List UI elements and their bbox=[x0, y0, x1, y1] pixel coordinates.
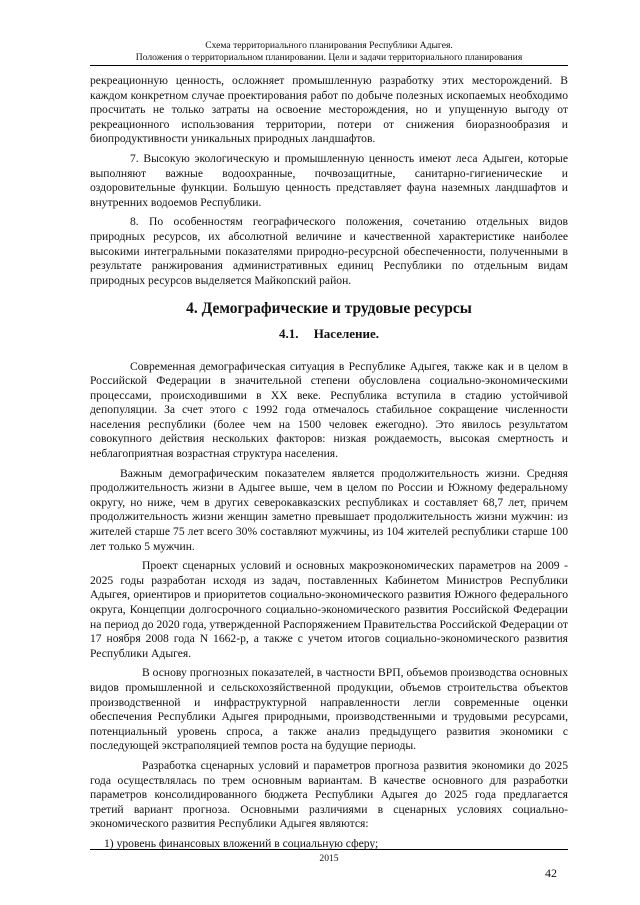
footer-rule bbox=[90, 849, 568, 850]
paragraph: Важным демографическим показателем является продолжительность жизни. Средняя продолжительность жизни в Адыгее выше, чем в целом по России и Южному федеральному округу, но ниже, чем в других северокавказских республиках и составляет 68,7 лет, причем продолжительность жизни женщин заметно превышает продолжительность жизни мужчин: из жителей старше 75 лет всего 30% составляют мужчины, из 104 жителей республики старше 100 лет только 5 мужчин. bbox=[90, 466, 568, 553]
paragraph: Разработка сценарных условий и параметров прогноза развития экономики до 2025 года осуществлялась по трем основным вариантам. В качестве основного для разработки параметров консолидированного бюджета Республики Адыгея до 2025 года предлагается третий вариант прогноза. Основными различиями в сценарных условиях социально-экономического развития Республики Адыгея являются: bbox=[90, 758, 568, 831]
page-number: 42 bbox=[545, 866, 557, 880]
list-item: 1) уровень финансовых вложений в социальную сферу; bbox=[104, 836, 379, 850]
section-title: 4. Демографические и трудовые ресурсы bbox=[186, 300, 472, 318]
header-line-2: Положения о территориальном планировании. Цели и задачи территориального планирования bbox=[135, 52, 523, 63]
header-line-1: Схема территориального планирования Республики Адыгея. bbox=[205, 40, 453, 51]
paragraph: 7. Высокую экологическую и промышленную ценность имеют леса Адыгеи, которые выполняют важные водоохранные, почвозащитные, санитарно-гигиенические и оздоровительные функции. Большую ценность представляет фауна наземных ландшафтов и внутренних водоемов Республики. bbox=[90, 151, 568, 209]
running-header bbox=[90, 40, 568, 64]
paragraph: Современная демографическая ситуация в Республике Адыгея, также как и в целом в Российской Федерации в значительной степени обусловлена социально-экономическими процессами, происходившими в XX веке. Республика вступила в стадию устойчивой депопуляции. За счет этого с 1992 года отмечалось стабильное сокращение численности населения республики (более чем на 1500 человек ежегодно). Это явилось результатом совокупного действия нескольких факторов: низкая рождаемость, высокая смертность и неблагоприятная возрастная структура населения. bbox=[90, 359, 568, 461]
paragraph: 8. По особенностям географического положения, сочетанию отдельных видов природных ресурсов, их абсолютной величине и качественной характеристике наиболее высокими интегральными показателями природно-ресурсной обеспеченности, полученными в результате ранжирования административных единиц Республики по отдельным видам природных ресурсов выделяется Майкопский район. bbox=[90, 215, 568, 287]
footer-year: 2015 bbox=[319, 853, 339, 864]
page-body bbox=[90, 74, 568, 857]
paragraph: Проект сценарных условий и основных макроэкономических параметров на 2009 - 2025 годы разработан исходя из задач, поставленных Кабинетом Министров Республики Адыгея, ориентиров и приоритетов социально-экономического развития Южного федерального округа, Концепции долгосрочного социально-экономического развития Российской Федерации на период до 2020 года, утвержденной Распоряжением Правительства Российской Федерации от 17 ноября 2008 года N 1662-р, а также с учетом итогов социально-экономического развития Республики Адыгея. bbox=[90, 559, 568, 660]
header-rule bbox=[90, 65, 568, 66]
paragraph: В основу прогнозных показателей, в частности ВРП, объемов производства основных видов промышленной и сельскохозяйственной продукции, объемов строительства объектов производственной и инфраструктурной направленности легли современные оценки обеспечения Республики Адыгея природными, производственными и трудовыми ресурсами, потенциальный уровень спроса, а также анализ предыдущего развития экономики с последующей экстраполяцией темпов роста на будущие периоды. bbox=[90, 666, 568, 753]
paragraph: рекреационную ценность, осложняет промышленную разработку этих месторождений. В каждом конкретном случае проектирования работ по добыче полезных ископаемых необходимо просчитать не только затраты на освоение месторождения, но и упущенную выгоду от рекреационного использования территории, потери от снижения биоразнообразия и биопродуктивности уникальных природных ландшафтов. bbox=[90, 74, 568, 146]
subsection-title: 4.1. Население. bbox=[278, 325, 380, 341]
